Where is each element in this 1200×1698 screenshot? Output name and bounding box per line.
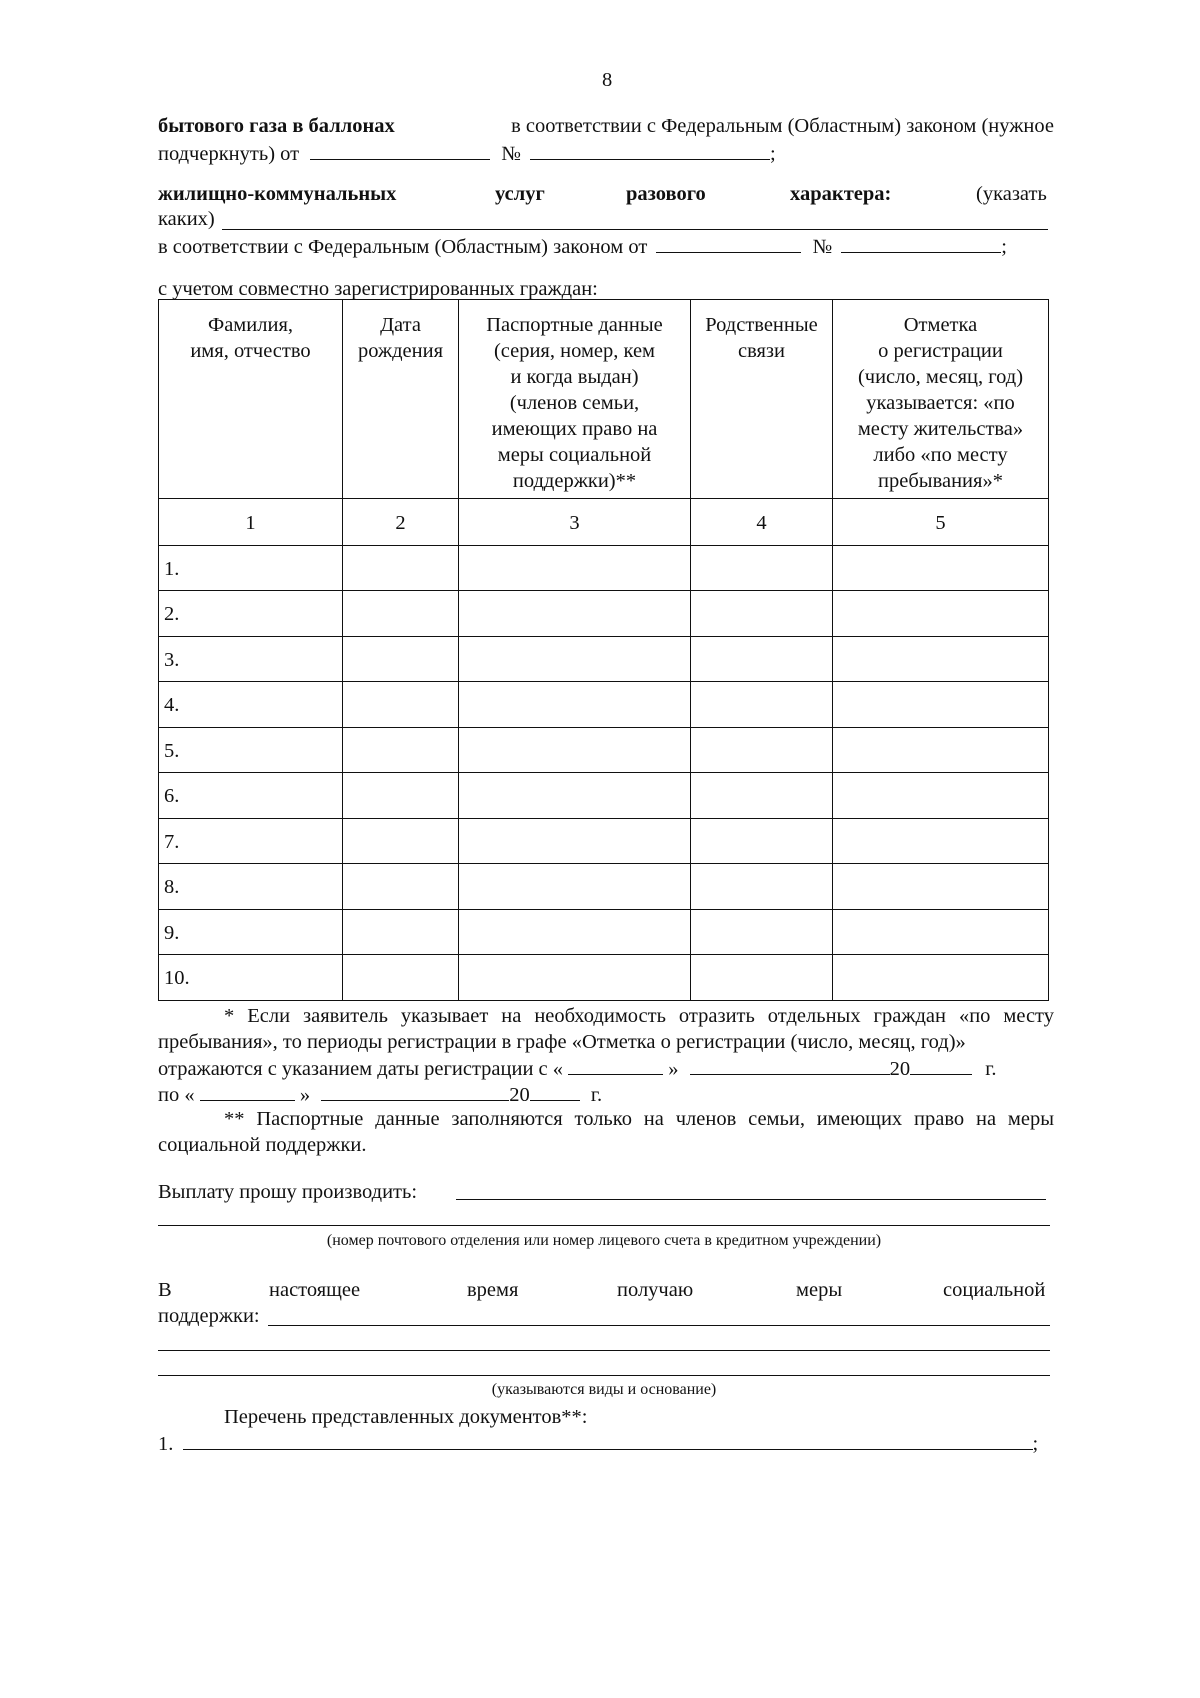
footnote1-l3a: отражаются с указанием даты регистрации с «: [158, 1058, 564, 1080]
gas-line2-text: подчеркнуть) от: [158, 143, 300, 165]
current-support-field-3[interactable]: [158, 1375, 1050, 1376]
header-registration: Отметка о регистрации (число, месяц, год) указывается: «по месту жительства» либо «по месту пребывания»*: [857, 314, 1024, 492]
row-number: 1.: [164, 558, 180, 580]
table-col-line: [690, 300, 691, 1001]
col-number: 2: [395, 512, 406, 534]
table-line-row: [158, 772, 1049, 773]
page-number: 8: [602, 69, 613, 91]
documents-item-1-number: 1.: [158, 1433, 174, 1455]
footnote1-line-2: пребывания», то периоды регистрации в графе «Отметка о регистрации (число, месяц, год)»: [158, 1031, 966, 1053]
documents-title: Перечень представленных документов**:: [224, 1406, 588, 1428]
footnote1-l4b: »: [299, 1084, 311, 1106]
gas-rest-text: в соответствии с Федеральным (Областным) законом (нужное: [511, 115, 1054, 137]
table-line-row: [158, 818, 1049, 819]
footnote2-line-1: ** Паспортные данные заполняются только на членов семьи, имеющих право на меры: [224, 1108, 1054, 1130]
current-w5: меры: [796, 1279, 843, 1301]
table-line-header: [158, 498, 1049, 499]
services-w5: (указать: [976, 183, 1047, 205]
row-number: 3.: [164, 649, 180, 671]
documents-item-1-field[interactable]: [183, 1430, 1033, 1450]
table-col-line: [1048, 300, 1049, 1001]
row-number: 5.: [164, 740, 180, 762]
table-col-line: [342, 300, 343, 1001]
current-support-field-2[interactable]: [158, 1350, 1050, 1351]
services-date-field[interactable]: [656, 233, 801, 253]
services-number-field[interactable]: [841, 233, 1001, 253]
header-relation: Родственные связи: [705, 314, 818, 362]
services-no-sign: №: [812, 236, 833, 258]
table-line-bottom: [158, 1000, 1049, 1001]
table-line-numbers: [158, 545, 1049, 546]
current-w6: социальной: [943, 1279, 1046, 1301]
current-w4: получаю: [617, 1279, 694, 1301]
payment-field-2[interactable]: [158, 1225, 1050, 1226]
period-to-day-field[interactable]: [200, 1081, 295, 1101]
footnote1-line-1: * Если заявитель указывает на необходимость отразить отдельных граждан «по месту: [224, 1005, 1054, 1027]
services-kind-field[interactable]: [222, 229, 1048, 230]
period-from-year-field[interactable]: [910, 1055, 972, 1075]
services-end: ;: [1001, 236, 1007, 258]
row-number: 2.: [164, 603, 180, 625]
footnote2-line-2: социальной поддержки.: [158, 1134, 367, 1156]
payment-caption: (номер почтового отделения или номер лицевого счета в кредитном учреждении): [326, 1232, 882, 1249]
table-line-row: [158, 590, 1049, 591]
table-line-row: [158, 681, 1049, 682]
table-line-row: [158, 954, 1049, 955]
current-w1: В: [158, 1279, 172, 1301]
current-w2: настоящее: [269, 1279, 361, 1301]
services-w4: характера:: [790, 183, 892, 205]
period-to-year-field[interactable]: [530, 1081, 580, 1101]
footnote1-l3d: г.: [985, 1058, 997, 1080]
current-support-field-1[interactable]: [268, 1325, 1050, 1326]
col-number: 1: [245, 512, 256, 534]
payment-field-1[interactable]: [456, 1199, 1046, 1200]
row-number: 6.: [164, 785, 180, 807]
col-number: 5: [935, 512, 946, 534]
row-number: 4.: [164, 694, 180, 716]
footnote1-l3c: 20: [889, 1058, 911, 1080]
services-w2: услуг: [495, 183, 545, 205]
footnote1-line-3: [158, 1055, 997, 1081]
header-passport: Паспортные данные (серия, номер, кем и когда выдан) (членов семьи, имеющих право на меры социальной поддержки)**: [486, 314, 663, 492]
services-w1: жилищно-коммунальных: [158, 183, 397, 205]
table-line-top: [158, 299, 1049, 300]
footnote1-l4a: по «: [158, 1084, 195, 1106]
row-number: 9.: [164, 922, 180, 944]
table-line-row: [158, 636, 1049, 637]
current-w3: время: [467, 1279, 519, 1301]
footnote1-l4c: 20: [509, 1084, 530, 1106]
footnote1-l3b: »: [668, 1058, 679, 1080]
gas-line-2: [158, 140, 776, 166]
services-line-3: [158, 233, 1007, 259]
col-number: 3: [569, 512, 580, 534]
row-number: 7.: [164, 831, 180, 853]
services-line3-text: в соответствии с Федеральным (Областным) законом от: [158, 236, 648, 258]
footnote1-line-4: [158, 1081, 602, 1107]
gas-no-sign: №: [501, 143, 521, 165]
footnote1-l4d: г.: [590, 1084, 603, 1106]
row-number: 8.: [164, 876, 180, 898]
table-intro: с учетом совместно зарегистрированных граждан:: [158, 278, 598, 300]
period-from-day-field[interactable]: [568, 1055, 663, 1075]
period-to-month-field[interactable]: [321, 1081, 509, 1101]
current-line-2: поддержки:: [158, 1305, 260, 1327]
table-line-row: [158, 863, 1049, 864]
gas-bold-text: бытового газа в баллонах: [158, 115, 395, 137]
gas-number-field[interactable]: [530, 140, 770, 160]
header-birth-date: Дата рождения: [357, 314, 444, 362]
table-col-line: [158, 300, 159, 1001]
period-from-month-field[interactable]: [690, 1055, 890, 1075]
current-caption: (указываются виды и основание): [491, 1381, 717, 1398]
gas-line-1: [158, 114, 1054, 138]
table-line-row: [158, 727, 1049, 728]
services-line-2: каких): [158, 208, 215, 230]
col-number: 4: [756, 512, 767, 534]
services-w3: разового: [626, 183, 706, 205]
documents-item-1: [158, 1430, 1038, 1456]
table-line-row: [158, 909, 1049, 910]
gas-date-field[interactable]: [310, 140, 490, 160]
row-number: 10.: [164, 967, 190, 989]
gas-end: ;: [770, 143, 776, 165]
header-fio: Фамилия, имя, отчество: [190, 314, 311, 362]
documents-item-1-end: ;: [1032, 1433, 1039, 1455]
payment-label: Выплату прошу производить:: [158, 1181, 418, 1203]
